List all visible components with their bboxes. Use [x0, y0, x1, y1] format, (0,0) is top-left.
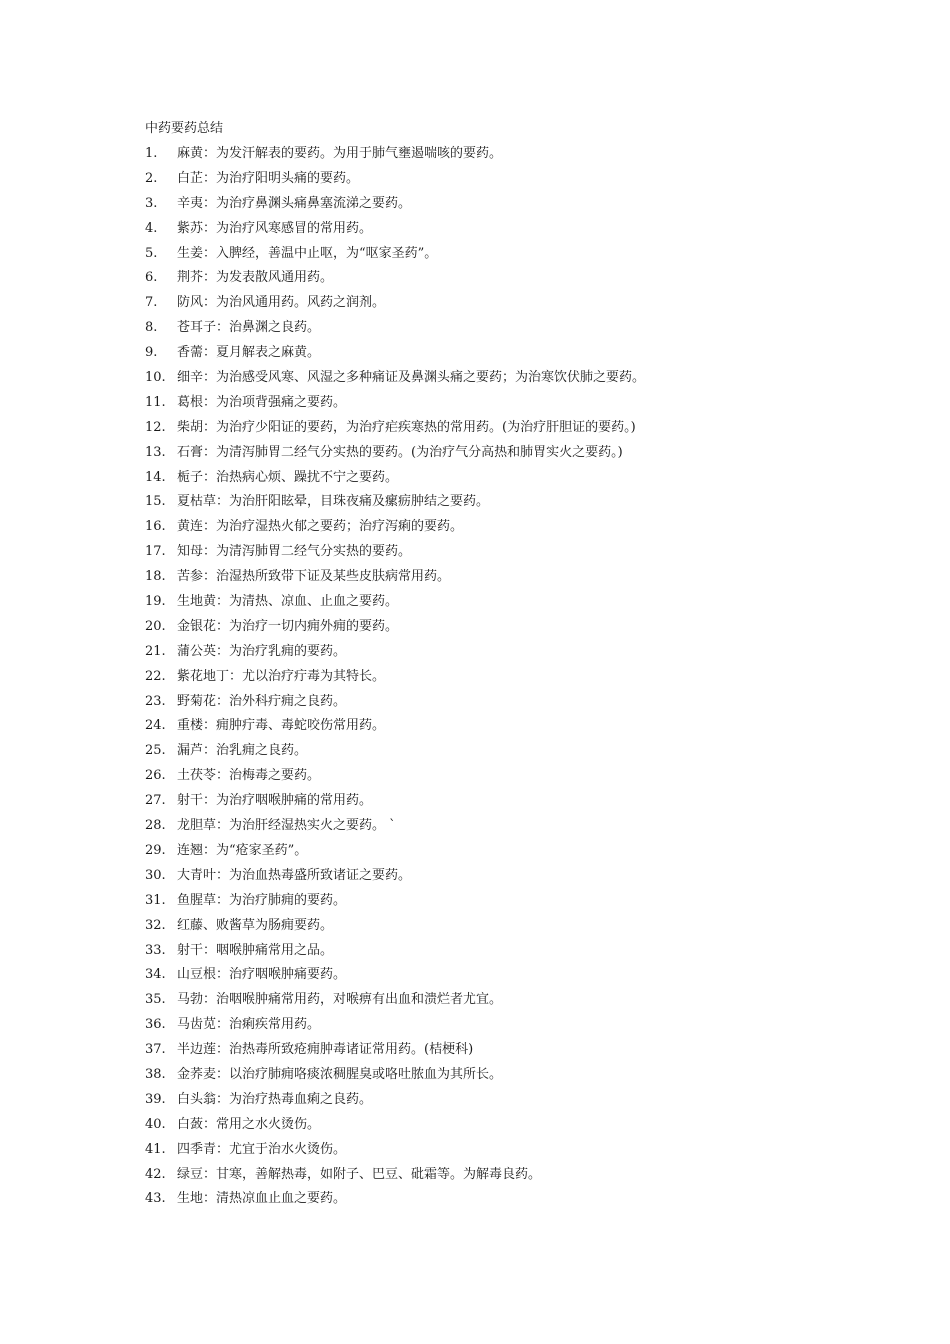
- entry-number: 36.: [145, 1017, 166, 1033]
- list-item: [145, 468, 645, 493]
- list-item: [145, 393, 645, 418]
- entry-number: 15.: [145, 494, 166, 510]
- document-title: 中药要药总结: [145, 121, 224, 136]
- list-item: [145, 816, 645, 841]
- entry-text: 生地：清热凉血止血之要药。: [177, 1191, 347, 1207]
- entry-number: 7.: [145, 295, 158, 311]
- entry-text: 紫苏：为治疗风寒感冒的常用药。: [177, 220, 373, 236]
- entry-text: 苦参：治湿热所致带下证及某些皮肤病常用药。: [177, 569, 451, 585]
- list-item: [145, 1090, 645, 1115]
- entry-text: 金荞麦：以治疗肺痈咯痰浓稠腥臭或咯吐脓血为其所长。: [177, 1066, 503, 1082]
- entry-text: 鱼腥草：为治疗肺痈的要药。: [177, 892, 347, 908]
- entry-text: 栀子：治热病心烦、躁扰不宁之要药。: [177, 469, 399, 485]
- list-item: [145, 941, 645, 966]
- entry-number: 5.: [145, 245, 158, 261]
- entry-text: 重楼：痈肿疔毒、毒蛇咬伤常用药。: [177, 718, 386, 734]
- entry-number: 10.: [145, 370, 166, 386]
- entry-number: 33.: [145, 942, 166, 958]
- entry-text: 黄连：为治疗湿热火郁之要药；治疗泻痢的要药。: [177, 519, 464, 535]
- list-item: [145, 418, 645, 443]
- entry-number: 8.: [145, 320, 158, 336]
- list-item: [145, 716, 645, 741]
- list-item: [145, 219, 645, 244]
- entry-text: 马齿苋：治痢疾常用药。: [177, 1017, 321, 1033]
- entry-text: 防风：为治风通用药。风药之润剂。: [177, 295, 386, 311]
- entry-number: 19.: [145, 594, 166, 610]
- entry-text: 石膏：为清泻肺胃二经气分实热的要药。(为治疗气分高热和肺胃实火之要药。): [177, 444, 623, 460]
- entry-text: 柴胡：为治疗少阳证的要药，为治疗疟疾寒热的常用药。(为治疗肝胆证的要药。): [177, 419, 636, 435]
- list-item: [145, 791, 645, 816]
- list-item: [145, 368, 645, 393]
- entry-number: 27.: [145, 793, 166, 809]
- entry-number: 17.: [145, 544, 166, 560]
- list-item: [145, 965, 645, 990]
- entry-number: 20.: [145, 618, 166, 634]
- entry-text: 苍耳子：治鼻渊之良药。: [177, 320, 321, 336]
- entry-number: 22.: [145, 668, 166, 684]
- entry-number: 12.: [145, 419, 166, 435]
- entry-text: 夏枯草：为治肝阳眩晕，目珠夜痛及瘰疬肿结之要药。: [177, 494, 490, 510]
- entry-number: 24.: [145, 718, 166, 734]
- entry-number: 38.: [145, 1066, 166, 1082]
- list-item: [145, 194, 645, 219]
- list-item: [145, 642, 645, 667]
- entry-number: 31.: [145, 892, 166, 908]
- entry-number: 42.: [145, 1166, 166, 1182]
- list-item: [145, 766, 645, 791]
- entry-text: 生地黄：为清热、凉血、止血之要药。: [177, 594, 399, 610]
- entry-number: 34.: [145, 967, 166, 983]
- entry-list: [145, 144, 645, 1214]
- entry-number: 37.: [145, 1042, 166, 1058]
- entry-number: 41.: [145, 1141, 166, 1157]
- list-item: [145, 667, 645, 692]
- entry-number: 11.: [145, 394, 166, 410]
- entry-text: 荆芥：为发表散风通用药。: [177, 270, 334, 286]
- entry-text: 辛夷：为治疗鼻渊头痛鼻塞流涕之要药。: [177, 195, 412, 211]
- entry-number: 14.: [145, 469, 166, 485]
- list-item: [145, 1165, 645, 1190]
- entry-text: 金银花：为治疗一切内痈外痈的要药。: [177, 618, 399, 634]
- entry-number: 4.: [145, 220, 158, 236]
- entry-text: 大青叶：为治血热毒盛所致诸证之要药。: [177, 867, 412, 883]
- entry-text: 红藤、败酱草为肠痈要药。: [177, 917, 334, 933]
- entry-text: 四季青：尤宜于治水火烫伤。: [177, 1141, 347, 1157]
- entry-number: 28.: [145, 818, 166, 834]
- entry-text: 射干：咽喉肿痛常用之品。: [177, 942, 334, 958]
- list-item: [145, 916, 645, 941]
- list-item: [145, 692, 645, 717]
- list-item: [145, 517, 645, 542]
- entry-number: 9.: [145, 345, 158, 361]
- entry-text: 漏芦：治乳痈之良药。: [177, 743, 308, 759]
- list-item: [145, 1115, 645, 1140]
- list-item: [145, 841, 645, 866]
- entry-number: 32.: [145, 917, 166, 933]
- entry-text: 知母：为清泻肺胃二经气分实热的要药。: [177, 544, 412, 560]
- entry-text: 半边莲：治热毒所致疮痈肿毒诸证常用药。(桔梗科): [177, 1042, 474, 1058]
- entry-text: 细辛：为治感受风寒、风湿之多种痛证及鼻渊头痛之要药；为治寒饮伏肺之要药。: [177, 370, 646, 386]
- list-item: [145, 343, 645, 368]
- entry-number: 23.: [145, 693, 166, 709]
- entry-text: 香薷：夏月解表之麻黄。: [177, 345, 321, 361]
- list-item: [145, 1140, 645, 1165]
- list-item: [145, 268, 645, 293]
- entry-text: 绿豆：甘寒，善解热毒，如附子、巴豆、砒霜等。为解毒良药。: [177, 1166, 542, 1182]
- list-item: [145, 592, 645, 617]
- entry-text: 龙胆草：为治肝经湿热实火之要药。 `: [177, 818, 396, 834]
- entry-number: 35.: [145, 992, 166, 1008]
- entry-number: 6.: [145, 270, 158, 286]
- entry-number: 16.: [145, 519, 166, 535]
- list-item: [145, 144, 645, 169]
- entry-number: 40.: [145, 1116, 166, 1132]
- entry-text: 野菊花：治外科疔痈之良药。: [177, 693, 347, 709]
- list-item: [145, 443, 645, 468]
- entry-number: 26.: [145, 768, 166, 784]
- entry-text: 白芷：为治疗阳明头痛的要药。: [177, 170, 360, 186]
- entry-text: 葛根：为治项背强痛之要药。: [177, 394, 347, 410]
- entry-number: 43.: [145, 1191, 166, 1207]
- entry-text: 射干：为治疗咽喉肿痛的常用药。: [177, 793, 373, 809]
- entry-number: 30.: [145, 867, 166, 883]
- list-item: [145, 891, 645, 916]
- entry-number: 1.: [145, 146, 158, 161]
- entry-number: 13.: [145, 444, 166, 460]
- list-item: [145, 866, 645, 891]
- list-item: [145, 741, 645, 766]
- list-item: [145, 990, 645, 1015]
- entry-text: 蒲公英：为治疗乳痈的要药。: [177, 643, 347, 659]
- entry-text: 紫花地丁：尤以治疗疔毒为其特长。: [177, 668, 386, 684]
- entry-number: 39.: [145, 1091, 166, 1107]
- list-item: [145, 542, 645, 567]
- list-item: [145, 169, 645, 194]
- list-item: [145, 1040, 645, 1065]
- list-item: [145, 1065, 645, 1090]
- entry-number: 29.: [145, 842, 166, 858]
- list-item: [145, 293, 645, 318]
- entry-number: 2.: [145, 170, 158, 186]
- entry-text: 土茯苓：治梅毒之要药。: [177, 768, 321, 784]
- entry-text: 白头翁：为治疗热毒血痢之良药。: [177, 1091, 373, 1107]
- list-item: [145, 617, 645, 642]
- entry-text: 马勃：治咽喉肿痛常用药，对喉痹有出血和溃烂者尤宜。: [177, 992, 503, 1008]
- entry-text: 麻黄：为发汗解表的要药。为用于肺气壅遏喘咳的要药。: [177, 146, 503, 161]
- entry-number: 21.: [145, 643, 166, 659]
- list-item: [145, 1015, 645, 1040]
- entry-text: 山豆根：治疗咽喉肿痛要药。: [177, 967, 347, 983]
- list-item: [145, 567, 645, 592]
- entry-text: 连翘：为“疮家圣药”。: [177, 842, 308, 858]
- entry-text: 生姜：入脾经，善温中止呕，为“呕家圣药”。: [177, 245, 438, 261]
- list-item: [145, 1189, 645, 1214]
- entry-number: 18.: [145, 569, 166, 585]
- list-item: [145, 244, 645, 269]
- entry-number: 3.: [145, 195, 158, 211]
- list-item: [145, 318, 645, 343]
- list-item: [145, 492, 645, 517]
- entry-number: 25.: [145, 743, 166, 759]
- entry-text: 白蔹：常用之水火烫伤。: [177, 1116, 321, 1132]
